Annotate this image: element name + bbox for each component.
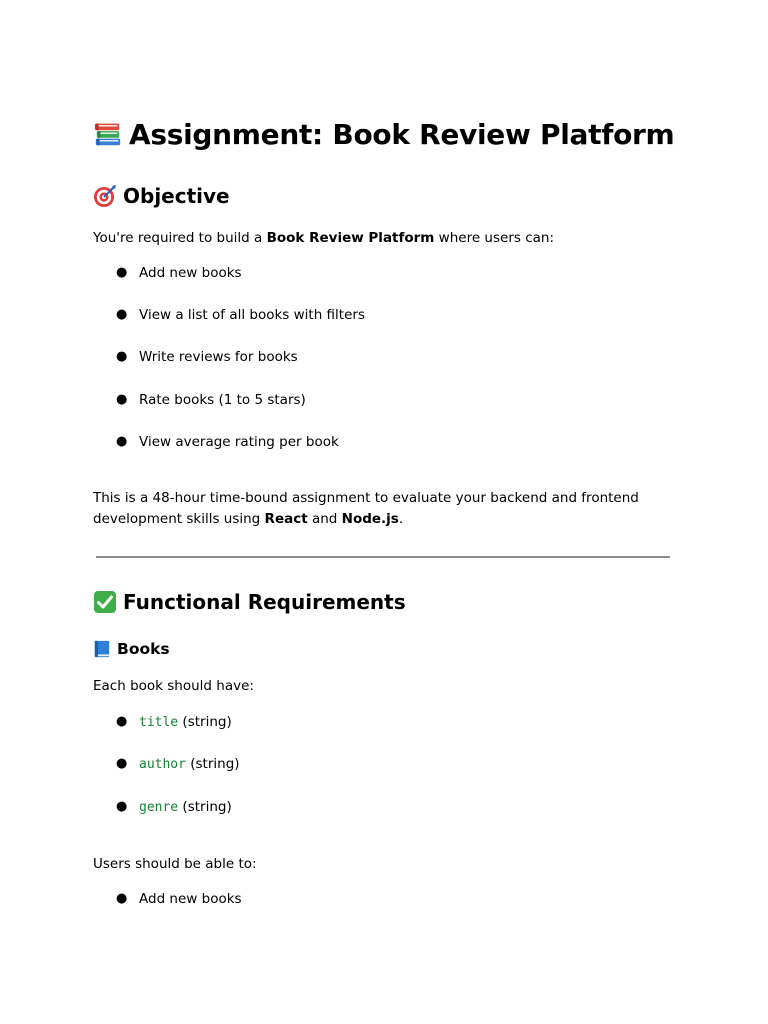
- functional-requirements-heading-text: Functional Requirements: [123, 590, 406, 614]
- target-emoji-icon: [93, 184, 117, 208]
- document-title: [93, 117, 674, 153]
- bullet: ●: [116, 307, 128, 322]
- list-item-text: Rate books (1 to 5 stars): [139, 392, 306, 408]
- books-heading: [93, 638, 170, 660]
- field-name-code: genre: [139, 800, 179, 815]
- document-title-text: Assignment: Book Review Platform: [129, 118, 675, 151]
- objective-summary-mid: and: [307, 511, 342, 527]
- list-item-text: [139, 712, 232, 733]
- list-item-text: Write reviews for books: [139, 349, 298, 365]
- list-item-text: View a list of all books with filters: [139, 307, 365, 323]
- list-item-text: View average rating per book: [139, 434, 339, 450]
- users-intro: Users should be able to:: [93, 856, 257, 872]
- field-name-code: author: [139, 757, 186, 772]
- bullet: ●: [116, 891, 128, 906]
- bullet: ●: [116, 349, 128, 364]
- list-item-text: Add new books: [139, 891, 242, 907]
- nodejs-bold: Node.js: [341, 511, 399, 527]
- bullet: ●: [116, 756, 128, 771]
- objective-intro-bold: Book Review Platform: [266, 230, 435, 246]
- objective-intro: [93, 228, 554, 249]
- objective-intro-post: where users can:: [434, 230, 554, 246]
- list-item-text: [139, 797, 232, 818]
- blue-book-emoji-icon: [93, 640, 111, 658]
- books-emoji-icon: [93, 118, 123, 148]
- bullet: ●: [116, 265, 128, 280]
- books-heading-text: Books: [117, 640, 170, 658]
- list-item-text: [139, 754, 240, 775]
- objective-intro-pre: You're required to build a: [93, 230, 267, 246]
- list-item-text: Add new books: [139, 265, 242, 281]
- field-type: (string): [178, 714, 232, 730]
- objective-heading-text: Objective: [123, 184, 230, 208]
- bullet: ●: [116, 392, 128, 407]
- bullet: ●: [116, 799, 128, 814]
- react-bold: React: [264, 511, 308, 527]
- bullet: ●: [116, 714, 128, 729]
- functional-requirements-heading: [93, 588, 406, 616]
- objective-summary-post: .: [398, 511, 404, 527]
- objective-summary-pre: This is a 48-hour time-bound assignment to evaluate your backend and frontend development skills using: [93, 490, 639, 527]
- check-mark-emoji-icon: [93, 590, 117, 614]
- field-type: (string): [178, 799, 232, 815]
- objective-heading: [93, 182, 230, 210]
- books-intro: Each book should have:: [93, 678, 254, 694]
- objective-summary: [93, 488, 673, 530]
- horizontal-divider: [96, 556, 670, 558]
- bullet: ●: [116, 434, 128, 449]
- field-name-code: title: [139, 715, 179, 730]
- field-type: (string): [185, 756, 240, 772]
